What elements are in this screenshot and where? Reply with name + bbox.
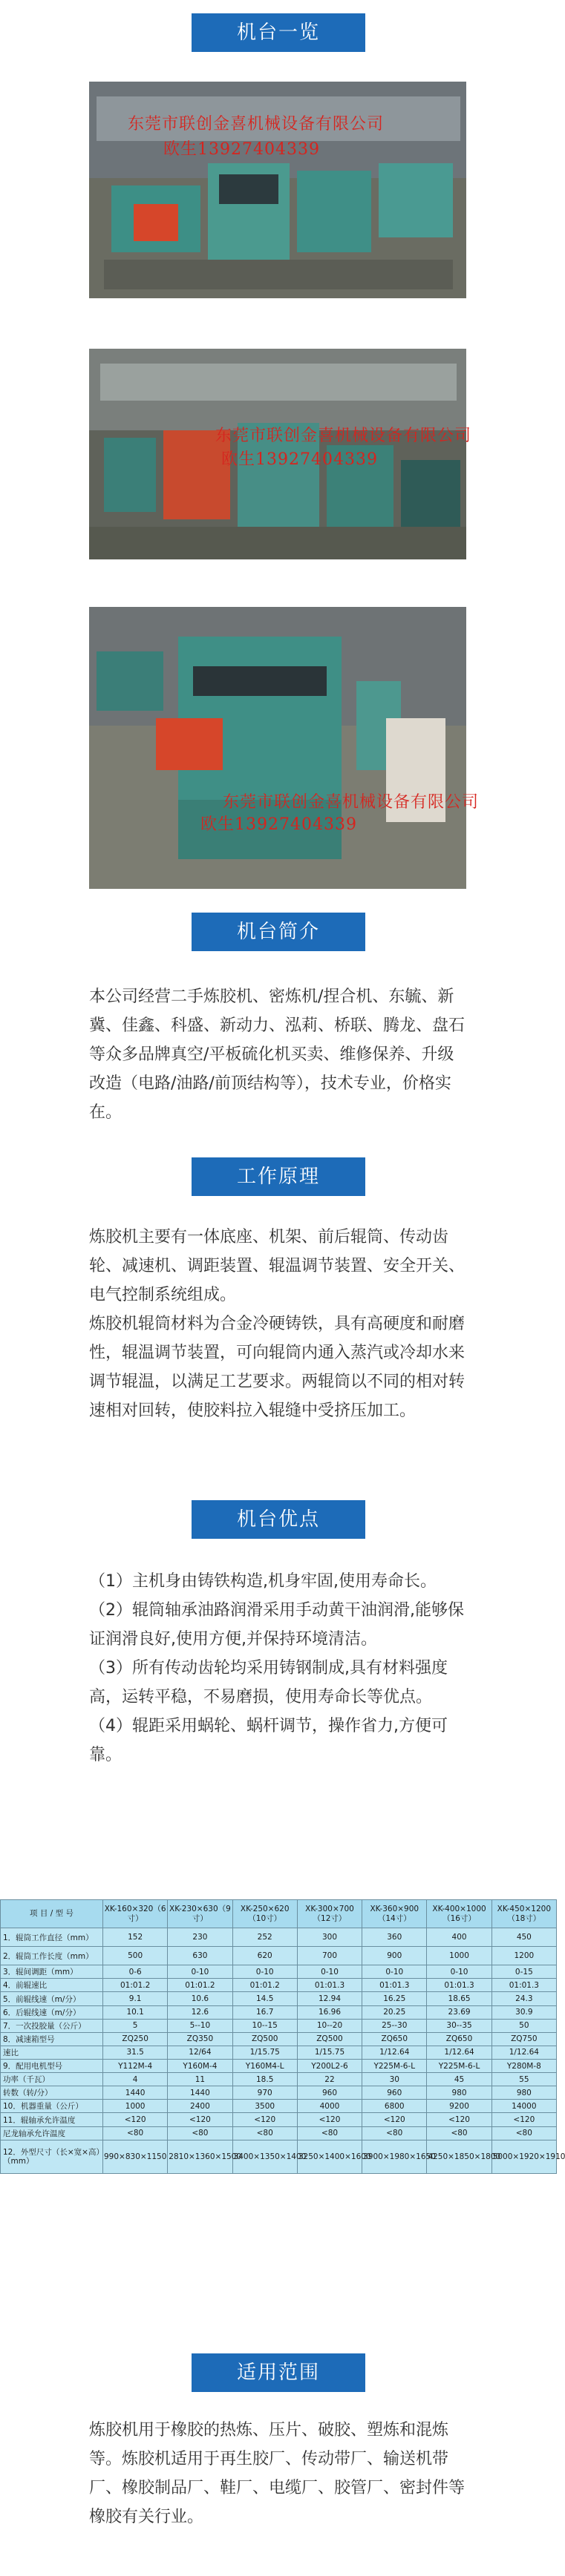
- scope-text: [89, 2416, 468, 2531]
- spec-row-label: 6．后辊线速（m/分）: [1, 2005, 103, 2019]
- spec-row: [1, 2126, 557, 2140]
- watermark-phone: 欧生13927404339: [163, 140, 320, 159]
- spec-cell: <80: [103, 2126, 168, 2140]
- spec-cell: Y225M-6-L: [362, 2060, 427, 2073]
- spec-cell: 0-10: [168, 1965, 232, 1979]
- spec-cell: 1440: [103, 2086, 168, 2100]
- spec-row: [1, 1992, 557, 2005]
- spec-cell: <80: [427, 2126, 491, 2140]
- spec-cell: 1/12.64: [491, 2046, 556, 2059]
- watermark-company: 东莞市联创金喜机械设备有限公司: [223, 793, 480, 812]
- spec-cell: <80: [491, 2126, 556, 2140]
- spec-cell: 24.3: [491, 1992, 556, 2005]
- spec-model: XK-400×1000（16寸）: [427, 1900, 491, 1928]
- spec-cell: 22: [297, 2073, 362, 2086]
- spec-cell: <120: [232, 2113, 297, 2126]
- spec-corner: 项 目 / 型 号: [1, 1900, 103, 1928]
- spec-row: [1, 2073, 557, 2086]
- spec-cell: 30.9: [491, 2005, 556, 2019]
- intro-paragraph: 本公司经营二手炼胶机、密炼机/捏合机、东毓、新冀、佳鑫、科盛、新动力、泓莉、桥联、腾龙、盘石等众多品牌真空/平板硫化机买卖、维修保养、升级改造（电路/油路/前顶结构等），技术专业，价格实在。: [89, 988, 466, 1122]
- intro-text: [89, 982, 468, 1127]
- spec-cell: 5--10: [168, 2019, 232, 2032]
- spec-cell: 2810×1360×1500: [168, 2140, 232, 2173]
- machine-photo-2: [89, 349, 472, 559]
- spec-cell: 620: [232, 1947, 297, 1965]
- spec-row-label: 2．辊筒工作长度（mm）: [1, 1947, 103, 1965]
- spec-cell: <80: [362, 2126, 427, 2140]
- spec-cell: 12/64: [168, 2046, 232, 2059]
- spec-cell: 45: [427, 2073, 491, 2086]
- spec-cell: 0-10: [232, 1965, 297, 1979]
- spec-model: XK-450×1200（18寸）: [491, 1900, 556, 1928]
- spec-cell: 960: [362, 2086, 427, 2100]
- spec-cell: 1200: [491, 1947, 556, 1965]
- section-title-advantages: 机台优点: [192, 1500, 365, 1539]
- spec-row: [1, 2140, 557, 2173]
- spec-row-label: 12．外型尺寸（长×宽×高）（mm）: [1, 2140, 103, 2173]
- machine-photo-1: [89, 82, 466, 298]
- spec-cell: Y280M-8: [491, 2060, 556, 2073]
- spec-cell: 6800: [362, 2100, 427, 2113]
- spec-row: [1, 2086, 557, 2100]
- spec-cell: 252: [232, 1928, 297, 1947]
- spec-cell: 14.5: [232, 1992, 297, 2005]
- spec-cell: 230: [168, 1928, 232, 1947]
- spec-cell: 10.6: [168, 1992, 232, 2005]
- machine-photo-3: [89, 607, 480, 889]
- spec-cell: 31.5: [103, 2046, 168, 2059]
- spec-cell: 152: [103, 1928, 168, 1947]
- spec-row-label: 转数（转/分）: [1, 2086, 103, 2100]
- spec-cell: 0-10: [427, 1965, 491, 1979]
- spec-cell: 10--20: [297, 2019, 362, 2032]
- spec-cell: 01:01.3: [491, 1979, 556, 1992]
- spec-cell: 1440: [168, 2086, 232, 2100]
- watermark-company: 东莞市联创金喜机械设备有限公司: [215, 427, 472, 445]
- spec-cell: 700: [297, 1947, 362, 1965]
- spec-model: XK-300×700（12寸）: [297, 1900, 362, 1928]
- spec-row: [1, 1928, 557, 1947]
- advantages-list: [89, 1567, 468, 1770]
- spec-cell: 2400: [168, 2100, 232, 2113]
- spec-cell: 18.65: [427, 1992, 491, 2005]
- spec-row: [1, 2113, 557, 2126]
- spec-row: [1, 2032, 557, 2046]
- spec-cell: 11: [168, 2073, 232, 2086]
- spec-cell: 0-6: [103, 1965, 168, 1979]
- principle-text: [89, 1223, 468, 1425]
- spec-cell: 20.25: [362, 2005, 427, 2019]
- spec-cell: ZQ750: [491, 2032, 556, 2046]
- spec-cell: ZQ650: [362, 2032, 427, 2046]
- spec-cell: 0-10: [297, 1965, 362, 1979]
- spec-cell: Y160M-4: [168, 2060, 232, 2073]
- spec-cell: <120: [103, 2113, 168, 2126]
- spec-cell: 16.25: [362, 1992, 427, 2005]
- spec-row: [1, 2005, 557, 2019]
- advantage-item-3: （3）所有传动齿轮均采用铸钢制成,具有材料强度高，运转平稳，不易磨损，使用寿命长等优点。: [89, 1659, 448, 1706]
- spec-cell: 960: [297, 2086, 362, 2100]
- spec-cell: 30: [362, 2073, 427, 2086]
- spec-row: [1, 2046, 557, 2059]
- spec-cell: 0-10: [362, 1965, 427, 1979]
- spec-cell: 01:01.3: [297, 1979, 362, 1992]
- spec-row: [1, 2019, 557, 2032]
- spec-cell: <80: [297, 2126, 362, 2140]
- spec-cell: 25--30: [362, 2019, 427, 2032]
- spec-row-label: 尼龙轴承允许温度: [1, 2126, 103, 2140]
- spec-cell: 300: [297, 1928, 362, 1947]
- spec-cell: 50: [491, 2019, 556, 2032]
- spec-cell: 12.6: [168, 2005, 232, 2019]
- spec-cell: 450: [491, 1928, 556, 1947]
- watermark-phone: 欧生13927404339: [200, 815, 357, 834]
- spec-cell: 980: [427, 2086, 491, 2100]
- principle-paragraph-2: 炼胶机辊筒材料为合金冷硬铸铁，具有高硬度和耐磨性，辊温调节装置，可向辊筒内通入蒸汽或冷却水来调节辊温，以满足工艺要求。两辊筒以不同的相对转速相对回转，使胶料拉入辊缝中受挤压加工。: [89, 1315, 466, 1420]
- spec-cell: 01:01.2: [103, 1979, 168, 1992]
- spec-model: XK-230×630（9寸）: [168, 1900, 232, 1928]
- advantage-item-4: （4）辊距采用蜗轮、蜗杆调节，操作省力,方便可靠。: [89, 1717, 448, 1764]
- section-title-overview: 机台一览: [192, 13, 365, 52]
- spec-cell: ZQ350: [168, 2032, 232, 2046]
- section-title-intro: 机台简介: [192, 913, 365, 951]
- spec-row: [1, 1965, 557, 1979]
- spec-cell: 4000: [297, 2100, 362, 2113]
- spec-cell: 4250×1850×1800: [427, 2140, 491, 2173]
- spec-cell: 01:01.3: [362, 1979, 427, 1992]
- spec-row-label: 1．辊筒工作直径（mm）: [1, 1928, 103, 1947]
- spec-cell: <120: [491, 2113, 556, 2126]
- spec-cell: 16.96: [297, 2005, 362, 2019]
- spec-cell: 400: [427, 1928, 491, 1947]
- advantage-item-1: （1）主机身由铸铁构造,机身牢固,使用寿命长。: [89, 1572, 437, 1591]
- section-title-scope: 适用范围: [192, 2353, 365, 2392]
- spec-cell: 16.7: [232, 2005, 297, 2019]
- spec-cell: 630: [168, 1947, 232, 1965]
- principle-paragraph-1: 炼胶机主要有一体底座、机架、前后辊筒、传动齿轮、减速机、调距装置、辊温调节装置、安全开关、电气控制系统组成。: [89, 1228, 466, 1304]
- spec-row: [1, 1979, 557, 1992]
- spec-cell: 900: [362, 1947, 427, 1965]
- spec-row-label: 7．一次投胶量（公斤）: [1, 2019, 103, 2032]
- spec-row: [1, 2060, 557, 2073]
- spec-cell: <120: [168, 2113, 232, 2126]
- spec-cell: 1/15.75: [297, 2046, 362, 2059]
- section-title-principle: 工作原理: [192, 1157, 365, 1196]
- spec-cell: 0-15: [491, 1965, 556, 1979]
- spec-cell: 23.69: [427, 2005, 491, 2019]
- spec-cell: Y225M-6-L: [427, 2060, 491, 2073]
- spec-cell: 3250×1400×1600: [297, 2140, 362, 2173]
- spec-cell: 9200: [427, 2100, 491, 2113]
- spec-cell: 1000: [427, 1947, 491, 1965]
- spec-cell: 3500: [232, 2100, 297, 2113]
- spec-model: XK-250×620（10寸）: [232, 1900, 297, 1928]
- spec-row: [1, 2100, 557, 2113]
- spec-cell: 01:01.2: [232, 1979, 297, 1992]
- spec-cell: 5000×1920×1910: [491, 2140, 556, 2173]
- watermark-company: 东莞市联创金喜机械设备有限公司: [128, 115, 385, 134]
- spec-row-label: 3．辊间调距（mm）: [1, 1965, 103, 1979]
- spec-row-label: 速比: [1, 2046, 103, 2059]
- spec-cell: 3400×1350×1400: [232, 2140, 297, 2173]
- spec-cell: ZQ500: [232, 2032, 297, 2046]
- spec-cell: <120: [362, 2113, 427, 2126]
- spec-row-label: 功率（千瓦）: [1, 2073, 103, 2086]
- spec-row-label: 8．减速箱型号: [1, 2032, 103, 2046]
- spec-cell: 30--35: [427, 2019, 491, 2032]
- spec-cell: 5: [103, 2019, 168, 2032]
- advantage-item-2: （2）辊筒轴承油路润滑采用手动黄干油润滑,能够保证润滑良好,使用方便,并保持环境清洁。: [89, 1601, 464, 1649]
- spec-cell: 360: [362, 1928, 427, 1947]
- spec-row-label: 10．机器重量（公斤）: [1, 2100, 103, 2113]
- spec-cell: <80: [232, 2126, 297, 2140]
- spec-cell: 990×830×1150: [103, 2140, 168, 2173]
- spec-row: [1, 1947, 557, 1965]
- spec-cell: 55: [491, 2073, 556, 2086]
- spec-table: [0, 1899, 565, 2174]
- spec-cell: 1000: [103, 2100, 168, 2113]
- spec-table-header: [1, 1900, 557, 1928]
- spec-cell: <120: [297, 2113, 362, 2126]
- spec-cell: Y200L2-6: [297, 2060, 362, 2073]
- spec-row-label: 11．辊轴承允许温度: [1, 2113, 103, 2126]
- spec-cell: Y160M4-L: [232, 2060, 297, 2073]
- spec-cell: 3900×1980×1650: [362, 2140, 427, 2173]
- spec-cell: 1/12.64: [362, 2046, 427, 2059]
- spec-cell: 970: [232, 2086, 297, 2100]
- spec-cell: 10.1: [103, 2005, 168, 2019]
- spec-cell: 980: [491, 2086, 556, 2100]
- spec-cell: 1/12.64: [427, 2046, 491, 2059]
- spec-cell: 9.1: [103, 1992, 168, 2005]
- spec-cell: 4: [103, 2073, 168, 2086]
- spec-cell: 500: [103, 1947, 168, 1965]
- machine-illustration: [89, 607, 466, 889]
- spec-cell: Y112M-4: [103, 2060, 168, 2073]
- spec-cell: 01:01.2: [168, 1979, 232, 1992]
- spec-row-label: 4．前辊速比: [1, 1979, 103, 1992]
- scope-paragraph: 炼胶机用于橡胶的热炼、压片、破胶、塑炼和混炼等。炼胶机适用于再生胶厂、传动带厂、输送机带厂、橡胶制品厂、鞋厂、电缆厂、胶管厂、密封件等橡胶有关行业。: [89, 2421, 466, 2526]
- spec-row-label: 5．前辊线速（m/分）: [1, 1992, 103, 2005]
- spec-row-label: 9．配用电机型号: [1, 2060, 103, 2073]
- spec-cell: <120: [427, 2113, 491, 2126]
- spec-cell: ZQ250: [103, 2032, 168, 2046]
- spec-cell: 12.94: [297, 1992, 362, 2005]
- spec-cell: 10--15: [232, 2019, 297, 2032]
- spec-cell: ZQ500: [297, 2032, 362, 2046]
- spec-model: XK-160×320（6寸）: [103, 1900, 168, 1928]
- spec-cell: 1/15.75: [232, 2046, 297, 2059]
- spec-cell: 01:01.3: [427, 1979, 491, 1992]
- spec-model: XK-360×900（14寸）: [362, 1900, 427, 1928]
- watermark-phone: 欧生13927404339: [221, 450, 378, 469]
- spec-cell: ZQ650: [427, 2032, 491, 2046]
- spec-cell: 14000: [491, 2100, 556, 2113]
- spec-cell: 18.5: [232, 2073, 297, 2086]
- spec-cell: <80: [168, 2126, 232, 2140]
